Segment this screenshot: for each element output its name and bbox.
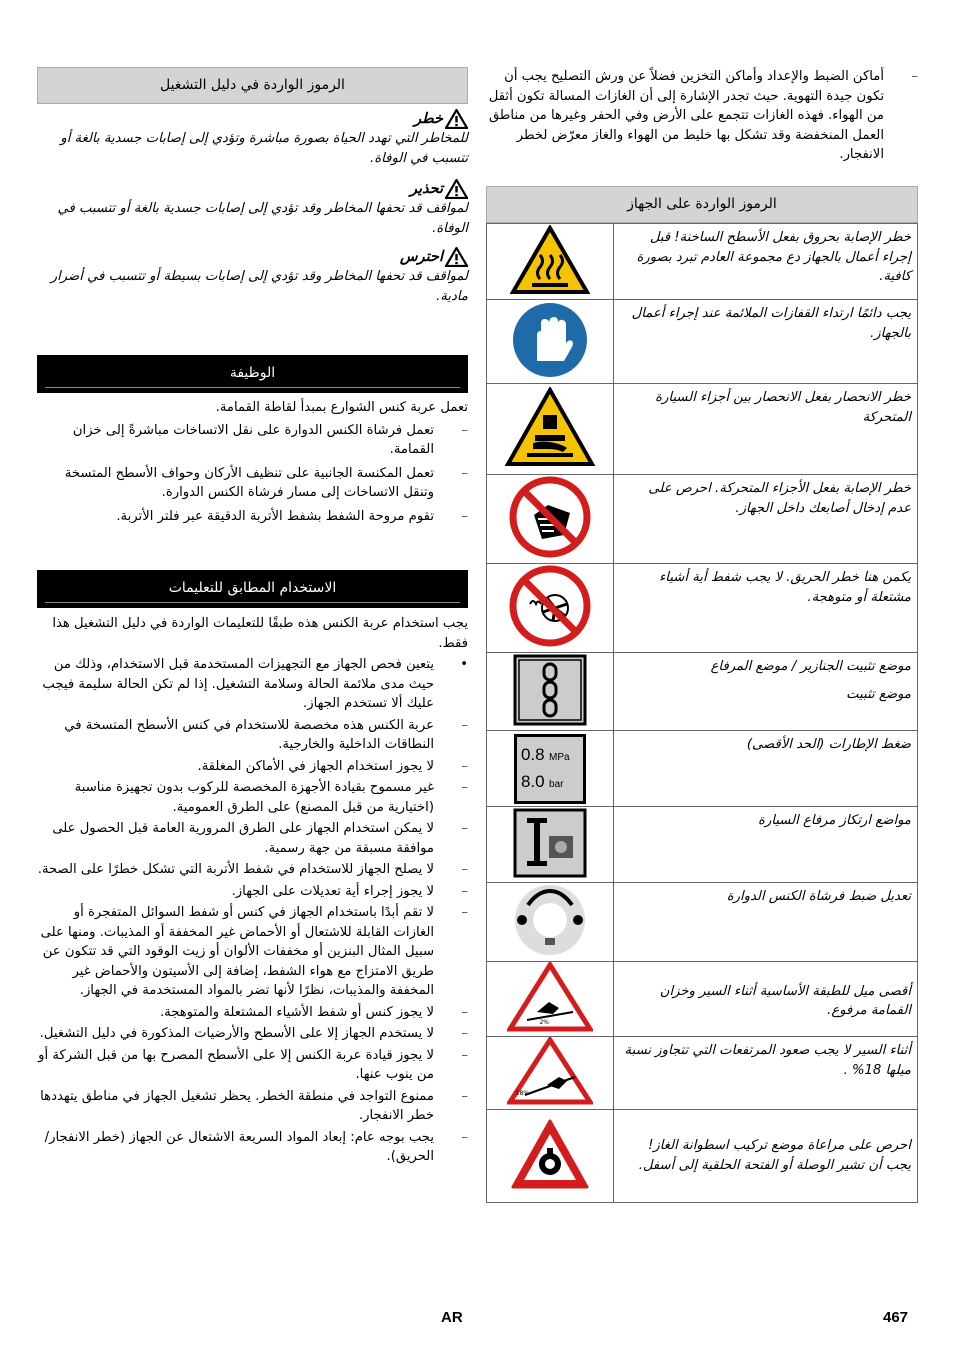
list-item: – لا يستخدم الجهاز إلا على الأسطح والأرضيات المذكورة في دليل التشغيل.	[37, 1024, 468, 1044]
brush-adjust-icon	[487, 883, 614, 962]
table-row	[487, 962, 918, 1037]
symbol-text: تعديل ضبط فرشاة الكنس الدوارة	[613, 883, 917, 962]
slope-2-icon	[487, 962, 614, 1037]
symbol-text: خطر الإصابة بفعل الأجزاء المتحركة. احرص على عدم إدخال أصابعك داخل الجهاز.	[613, 475, 917, 564]
function-header: الوظيفة	[37, 355, 468, 393]
table-row	[487, 475, 918, 564]
table-row	[487, 1037, 918, 1110]
function-intro: تعمل عربة كنس الشوارع بمبدأ لقاطة القمامة.	[215, 400, 468, 415]
list-item: – تقوم مروحة الشفط بشفط الأتربة الدقيقة عبر فلتر الأتربة.	[37, 507, 468, 527]
intended-use-section	[37, 614, 468, 1167]
device-symbols-header: الرموز الواردة على الجهاز	[486, 186, 918, 223]
warning-triangle-icon	[445, 247, 468, 267]
warning-text: لمواقف قد تحفها المخاطر وقد تؤدي إلى إصابات جسدية بالغة أو تتسبب في الوفاة.	[57, 201, 468, 236]
symbol-text: خطر الانحصار بفعل الانحصار بين أجزاء السيارة المتحركة	[613, 384, 917, 475]
hot-surface-icon	[487, 224, 614, 300]
pressure-bar-unit: bar	[549, 778, 564, 790]
slope-badge: 18%	[515, 1090, 529, 1097]
intended-use-intro: يجب استخدام عربة الكنس هذه طبقًا للتعليمات الواردة في دليل التشغيل هذا فقط.	[52, 616, 468, 651]
symbol-text: يجب دائمًا ارتداء القفازات الملائمة عند إجراء أعمال بالجهاز.	[613, 300, 917, 384]
list-item: – لا يجوز قيادة عربة الكنس إلا على الأسطح المصرح بها من قبل الشركة أو من ينوب عنها.	[37, 1046, 468, 1085]
gloves-icon	[487, 300, 614, 384]
page-number: 467	[883, 1309, 909, 1326]
list-item: – غير مسموح بقيادة الأجهزة المخصصة للركوب بدون تجهيزة مناسبة (اختيارية من قبل المصنع) على الطرق العمومية.	[37, 778, 468, 817]
manual-symbols-header: الرموز الواردة في دليل التشغيل	[37, 67, 468, 104]
warning-triangle-icon	[445, 109, 468, 129]
danger-text: للمخاطر التي تهدد الحياة بصورة مباشرة وتؤدي إلى إصابات جسدية بالغة أو تتسبب في الوفاة.	[60, 131, 468, 166]
table-row	[487, 883, 918, 962]
intended-use-list	[37, 655, 468, 1167]
intended-use-header: الاستخدام المطابق للتعليمات	[37, 570, 468, 608]
symbol-text: يكمن هنا خطر الحريق. لا يجب شفط أية أشياء مشتعلة أو متوهجة.	[613, 564, 917, 653]
caution-text: لمواقف قد تحفها المخاطر وقد تؤدي إلى إصابات بسيطة أو تتسبب في أضرار مادية.	[50, 269, 468, 304]
function-section	[37, 398, 468, 526]
list-item: – لا يمكن استخدام الجهاز على الطرق المرورية العامة قبل الحصول على موافقة مسبقة من جهة رسمية.	[37, 819, 468, 858]
symbol-text: خطر الإصابة بحروق بفعل الأسطح الساخنة! قبل إجراء أعمال بالجهاز دع مجموعة العادم تبرد بصورة كافية.	[613, 224, 917, 300]
list-item: – يجب بوجه عام: إبعاد المواد السريعة الاشتعال عن الجهاز (خطر الانفجار/الحريق).	[37, 1128, 468, 1167]
list-item: – لا يصلح الجهاز للاستخدام في شفط الأتربة التي تشكل خطرًا على الصحة.	[37, 860, 468, 880]
table-row	[487, 564, 918, 653]
symbol-text-line: موضع تثبيت	[846, 686, 911, 702]
list-item: – لا يجوز كنس أو شفط الأشياء المشتعلة والمتوهجة.	[37, 1003, 468, 1023]
list-item: – لا يجوز استخدام الجهاز في الأماكن المغلقة.	[37, 757, 468, 777]
list-item: – أماكن الضبط والإعداد وأماكن التخزين فضلاً عن ورش التصليح يجب أن تكون جيدة التهوية. حيث تجدر الإشارة إلى أن الغازات المسالة تكون أثقل من الهواء. فهذه الغازات تتجمع على الأرض وفي الحفر وغيرها من مناطق العمل المنخفضة وقد تشكل بها خليط من الهواء والغاز معرّض لخطر الانفجار.	[486, 67, 918, 165]
pressure-bar-value: 8.0	[520, 771, 545, 791]
danger-label: خطر	[414, 110, 443, 127]
list-item: – عربة الكنس هذه مخصصة للاستخدام في كنس الأسطح المتسخة في النطاقات الداخلية والخارجية.	[37, 716, 468, 755]
pressure-mpa-value: 0.8	[520, 744, 545, 764]
caution-label: احترس	[399, 248, 443, 265]
slope-badge: 2%	[539, 1019, 549, 1026]
slope-18-icon	[487, 1037, 614, 1110]
table-row	[487, 224, 918, 300]
tire-pressure-icon	[487, 731, 614, 807]
device-symbols-table	[486, 223, 918, 1203]
caution-block	[37, 246, 468, 306]
warning-triangle-icon	[445, 179, 468, 199]
symbol-text: ضغط الإطارات (الحد الأقصى)	[613, 731, 917, 807]
warning-block	[37, 178, 468, 238]
table-row	[487, 384, 918, 475]
jack-points-icon	[487, 807, 614, 883]
list-item: • يتعين فحص الجهاز مع التجهيزات المستخدمة قبل الاستخدام، وذلك من حيث مدى ملائمة الحالة وسلامة التشغيل. إذا لم تكن الحالة سليمة فيجب عليك ألا تستخدم الجهاز.	[37, 655, 468, 714]
pressure-mpa-unit: MPa	[549, 751, 570, 763]
table-row	[487, 731, 918, 807]
list-item: – تعمل فرشاة الكنس الدوارة على نقل الاتساخات مباشرةً إلى خزان القمامة.	[37, 421, 468, 460]
symbol-text-line: موضع تثبيت الجنازير / موضع المرفاع	[710, 659, 911, 674]
list-item: – تعمل المكنسة الجانبية على تنظيف الأركان وحواف الأسطح المتسخة وتنقل الاتساخات إلى مسار فرشاة الكنس الدوارة.	[37, 464, 468, 503]
function-list	[37, 421, 468, 527]
ventilation-list	[486, 67, 918, 165]
crush-hazard-icon	[487, 384, 614, 475]
symbol-text	[613, 653, 917, 731]
no-fingers-icon	[487, 475, 614, 564]
no-burning-objects-icon	[487, 564, 614, 653]
table-row	[487, 1110, 918, 1203]
list-item: – لا يجوز إجراء أية تعديلات على الجهاز.	[37, 882, 468, 902]
symbol-text: أثناء السير لا يجب صعود المرتفعات التي تتجاوز نسبة ميلها 18% .	[613, 1037, 917, 1110]
list-item: – ممنوع التواجد في منطقة الخطر. يحظر تشغيل الجهاز في مناطق يتهددها خطر الانفجار.	[37, 1087, 468, 1126]
table-row	[487, 653, 918, 731]
gas-cylinder-icon	[487, 1110, 614, 1203]
list-item: – لا تقم أبدًا باستخدام الجهاز في كنس أو شفط السوائل المتفجرة أو الغازات القابلة للاشتعال أو الأحماض غير المخففة أو المذيبات. ومنها على سبيل المثال البنزين أو مخففات الألوان أو زيت الوقود التي قد تتكون عن طريق الامتزاج مع هواء الشفط، إضافة إلى الأسيتون والأحماض غير المخففة والمذيبات، نظرًا لأنها تضر بالمواد المستخدمة في الجهاز.	[37, 903, 468, 1001]
table-row	[487, 807, 918, 883]
language-code: AR	[441, 1309, 463, 1326]
chain-fixing-icon	[487, 653, 614, 731]
symbol-text: احرص على مراعاة موضع تركيب اسطوانة الغاز! يجب أن تشير الوصلة أو الفتحة الحلقية إلى أسفل.	[613, 1110, 917, 1203]
warning-label: تحذير	[409, 180, 443, 197]
symbol-text: أقصى ميل للطبقة الأساسية أثناء السير وخزان القمامة مرفوع.	[613, 962, 917, 1037]
table-row	[487, 300, 918, 384]
symbol-text: مواضع ارتكاز مرفاع السيارة	[613, 807, 917, 883]
danger-block	[37, 108, 468, 168]
